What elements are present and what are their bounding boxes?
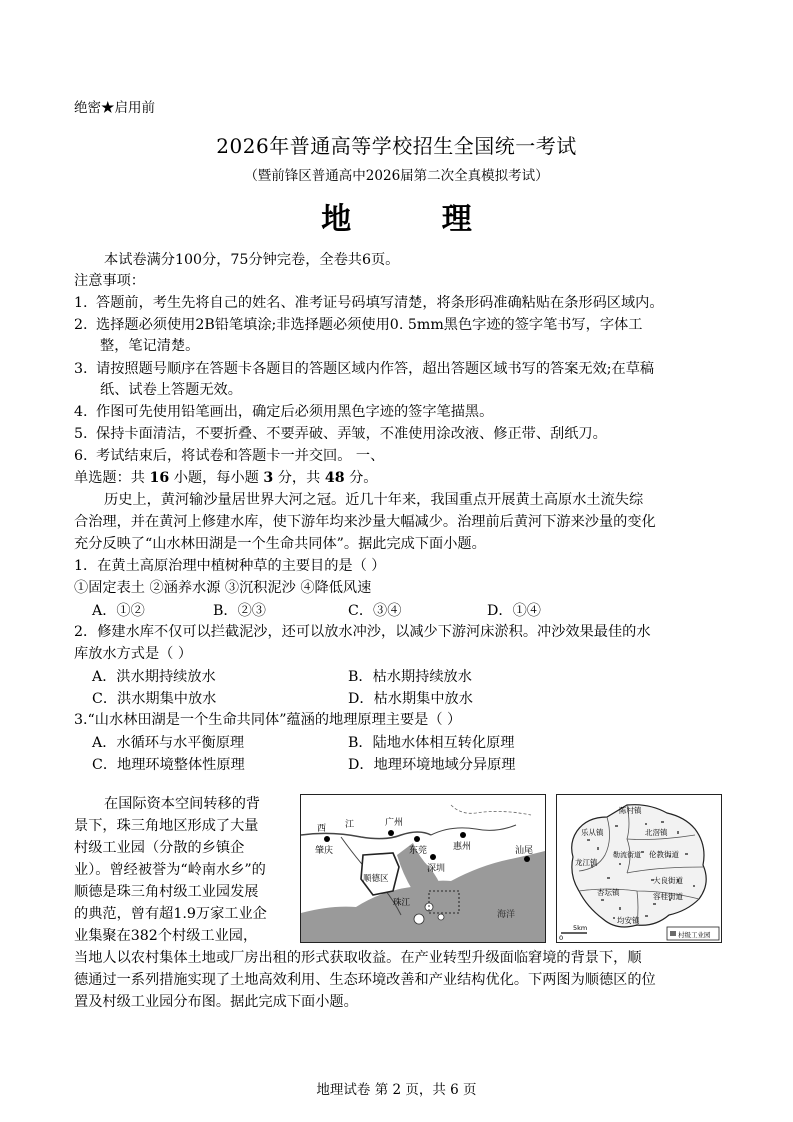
notice-item bbox=[74, 424, 724, 445]
map-label: 伦教街道 bbox=[649, 850, 679, 859]
map-label: 乐从镇 bbox=[581, 828, 604, 837]
city-dot bbox=[388, 830, 394, 836]
map-label: 龙江镇 bbox=[575, 858, 598, 867]
notice-text-cont: 纸、试卷上答题无效。 bbox=[100, 382, 242, 398]
question-1-stem: 1．在黄土高原治理中植树种草的主要目的是（ ） bbox=[74, 558, 386, 574]
subject-title: 地 理 bbox=[321, 202, 512, 237]
map-label: 大良街道 bbox=[653, 876, 683, 885]
city-dot bbox=[414, 836, 420, 842]
location-map bbox=[300, 794, 546, 943]
city-dot bbox=[324, 836, 330, 842]
question-3-stem: 3.“山水林田湖是一个生命共同体”蕴涵的地理原理主要是（ ） bbox=[74, 712, 462, 728]
passage2-line: 在国际资本空间转移的背 bbox=[104, 796, 261, 812]
location-map-svg bbox=[301, 795, 545, 942]
map-label: 西 bbox=[317, 824, 327, 834]
passage2-line: 德通过一系列措施实现了土地高效利用、生态环境改善和产业结构优化。下两图为顺德区的位 bbox=[74, 972, 656, 988]
option-c[interactable]: C．③④ bbox=[348, 603, 402, 619]
question-2-stem-cont: 库放水方式是（ ） bbox=[74, 646, 193, 662]
notice-item bbox=[74, 446, 724, 467]
map-label: 江 bbox=[345, 820, 355, 830]
industrial-park-map-svg bbox=[557, 795, 721, 942]
option-c[interactable]: C．洪水期集中放水 bbox=[92, 691, 217, 707]
map-label: 陈村镇 bbox=[619, 806, 642, 815]
option-b[interactable]: B．枯水期持续放水 bbox=[348, 669, 472, 685]
boundary-line bbox=[451, 805, 531, 815]
option-b[interactable]: B．陆地水体相互转化原理 bbox=[348, 735, 515, 751]
passage-line: 历史上，黄河输沙量居世界大河之冠。近几十年来，我国重点开展黄土高原水土流失综 bbox=[104, 492, 644, 508]
notice-item bbox=[74, 315, 724, 357]
map-label: 珠江 bbox=[393, 898, 411, 908]
passage2-line: 置及村级工业园分布图。据此完成下面小题。 bbox=[74, 994, 358, 1010]
scale-label: 5km bbox=[573, 924, 588, 932]
map-label: 惠州 bbox=[453, 842, 472, 852]
passage2-line: 村级工业园（分散的乡镇企 bbox=[74, 840, 245, 856]
legend-label: 村级工业园 bbox=[678, 931, 711, 939]
passage2-line: 当地人以农村集体土地或厂房出租的形式获取收益。在产业转型升级面临窘境的背景下，顺 bbox=[74, 950, 642, 966]
option-a[interactable]: A．①② bbox=[92, 603, 145, 619]
city-dot bbox=[524, 856, 530, 862]
page-footer: 地理试卷 第 2 页，共 6 页 bbox=[316, 1082, 477, 1098]
notice-title: 注意事项： bbox=[74, 273, 145, 289]
passage-line: 充分反映了“山水林田湖是一个生命共同体”。据此完成下面小题。 bbox=[74, 536, 486, 552]
notice-number: 2. bbox=[74, 317, 88, 333]
option-a[interactable]: A．水循环与水平衡原理 bbox=[92, 735, 245, 751]
passage2-line: 业）。曾经被誉为“岭南水乡”的 bbox=[74, 862, 266, 878]
map-label: 广州 bbox=[385, 818, 404, 828]
map-label: 东莞 bbox=[409, 846, 428, 856]
notice-number: 3. bbox=[74, 361, 88, 377]
notice-text-cont: 整，笔记清楚。 bbox=[100, 338, 200, 354]
island bbox=[438, 914, 444, 920]
map-label: 北滘镇 bbox=[645, 828, 668, 837]
option-d[interactable]: D．地理环境地域分异原理 bbox=[348, 757, 516, 773]
industrial-park-map bbox=[556, 794, 722, 943]
notice-text: 请按照题号顺序在答题卡各题目的答题区域内作答，超出答题区域书写的答案无效;在草稿 bbox=[96, 361, 655, 377]
passage2-line: 顺德是珠三角村级工业园发展 bbox=[74, 884, 259, 900]
notice-text: 保持卡面清洁，不要折叠、不要弄破、弄皱，不准使用涂改液、修正带、刮纸刀。 bbox=[96, 426, 607, 442]
option-a[interactable]: A．洪水期持续放水 bbox=[92, 669, 216, 685]
question-1-items: ①固定表土 ②涵养水源 ③沉积泥沙 ④降低风速 bbox=[74, 580, 372, 596]
option-d[interactable]: D．枯水期集中放水 bbox=[348, 691, 473, 707]
notice-number: 1. bbox=[74, 295, 88, 311]
passage2-line: 业集聚在382个村级工业园， bbox=[74, 928, 258, 944]
option-b[interactable]: B．②③ bbox=[213, 603, 266, 619]
map-label: 深圳 bbox=[427, 864, 446, 874]
notice-text: 作图可先使用铅笔画出，确定后必须用黑色字迹的签字笔描黑。 bbox=[96, 404, 494, 420]
notice-item bbox=[74, 293, 724, 314]
map-label: 容桂街道 bbox=[653, 892, 683, 901]
notice-text: 答题前，考生先将自己的姓名、准考证号码填写清楚，将条形码准确粘贴在条形码区域内。 bbox=[96, 295, 664, 311]
option-c[interactable]: C．地理环境整体性原理 bbox=[92, 757, 245, 773]
map-label: 均安镇 bbox=[617, 916, 640, 925]
map-label: 海洋 bbox=[497, 910, 516, 920]
notice-number: 4. bbox=[74, 404, 88, 420]
passage2-line: 的典范，曾有超1.9万家工业企 bbox=[74, 906, 267, 922]
map-label: 勒流街道 bbox=[613, 851, 641, 859]
island bbox=[414, 914, 424, 924]
notice-number: 5. bbox=[74, 426, 88, 442]
dongjiang-river bbox=[431, 825, 516, 835]
legend-swatch bbox=[670, 931, 676, 936]
scale-label: 0 bbox=[559, 934, 564, 942]
notice-text: 选择题必须使用2B铅笔填涂;非选择题必须使用0. 5mm黑色字迹的签字笔书写，字体工 bbox=[96, 317, 643, 333]
city-dot bbox=[460, 832, 466, 838]
option-d[interactable]: D．①④ bbox=[487, 603, 541, 619]
city-dot bbox=[430, 854, 436, 860]
notice-text: 考试结束后，将试卷和答题卡一并交回。 一、 bbox=[96, 448, 385, 464]
passage2-line: 景下，珠三角地区形成了大量 bbox=[74, 818, 259, 834]
map-label: 杏坛镇 bbox=[597, 888, 620, 897]
section-heading: 单选题：共 16 小题，每小题 3 分，共 48 分。 bbox=[74, 470, 378, 486]
passage-line: 合治理，并在黄河上修建水库，使下游年均来沙量大幅减少。治理前后黄河下游来沙量的变化 bbox=[74, 514, 656, 530]
exam-title: 2026年普通高等学校招生全国统一考试 bbox=[216, 134, 577, 158]
exam-subtitle: （暨前锋区普通高中2026届第二次全真模拟考试） bbox=[244, 168, 549, 184]
intro-text: 本试卷满分100分，75分钟完卷，全卷共6页。 bbox=[104, 252, 400, 268]
notice-number: 6. bbox=[74, 448, 88, 464]
confidential-label: 绝密★启用前 bbox=[74, 100, 155, 116]
notice-item bbox=[74, 402, 724, 423]
question-2-stem: 2．修建水库不仅可以拦截泥沙，还可以放水冲沙，以减少下游河床淤积。冲沙效果最佳的水 bbox=[74, 624, 651, 640]
map-label: 肇庆 bbox=[315, 846, 334, 856]
notice-item bbox=[74, 359, 724, 401]
map-label: 顺德区 bbox=[363, 874, 389, 884]
map-label: 汕尾 bbox=[515, 846, 534, 856]
